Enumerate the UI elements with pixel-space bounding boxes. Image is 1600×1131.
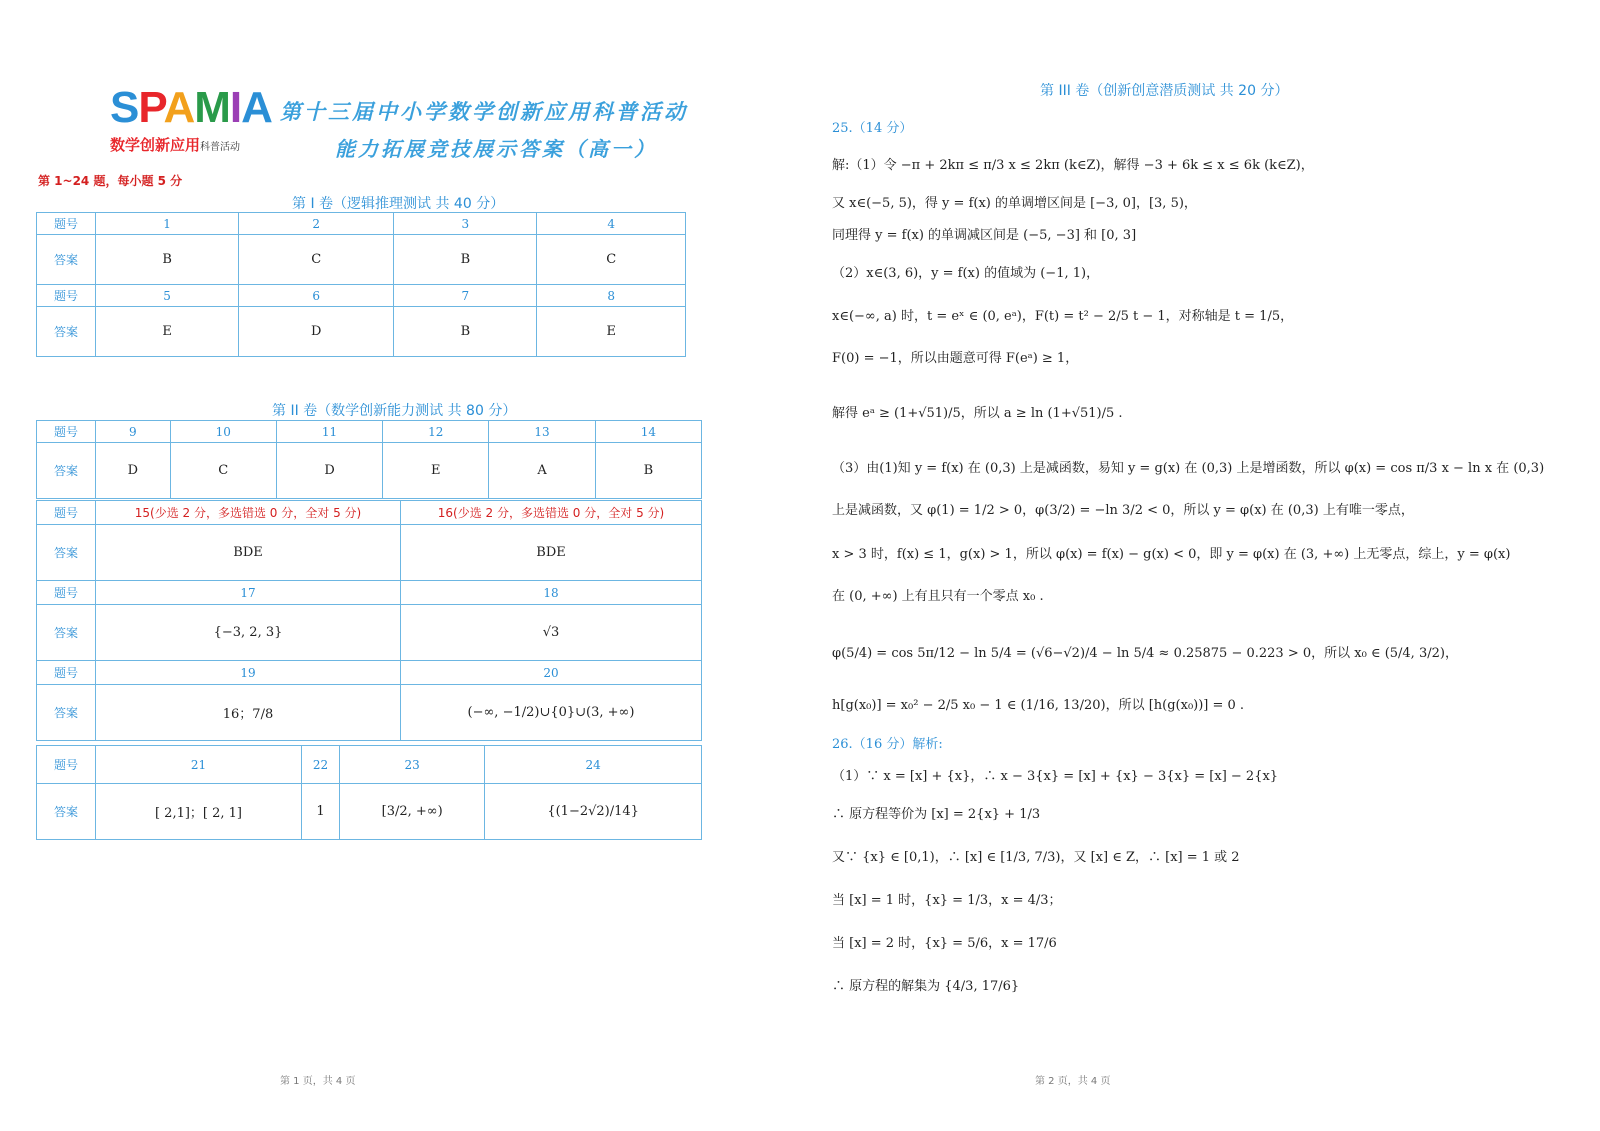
table-cell: 1 xyxy=(96,213,239,235)
solution-line: 同理得 y = f(x) 的单调减区间是 (−5, −3] 和 [0, 3] xyxy=(832,228,1137,243)
table-cell: B xyxy=(394,307,537,357)
table-cell: A xyxy=(489,443,595,499)
table-cell: 24 xyxy=(485,746,702,784)
page-footer-left: 第 1 页，共 4 页 xyxy=(280,1076,356,1087)
table-cell: 11 xyxy=(276,421,382,443)
solution-line: 在 (0, +∞) 上有且只有一个零点 x₀ . xyxy=(832,589,1044,604)
solution-line: ∴ 原方程的解集为 {4/3, 17/6} xyxy=(832,979,1020,994)
table-cell: E xyxy=(537,307,686,357)
table-cell: 10 xyxy=(170,421,276,443)
table-cell: 15(少选 2 分，多选错选 0 分，全对 5 分) xyxy=(96,501,401,525)
table-cell: 答案 xyxy=(37,685,96,741)
q25-heading: 25.（14 分） xyxy=(832,121,913,136)
q26-heading: 26.（16 分）解析: xyxy=(832,737,943,752)
solution-line: φ(5/4) = cos 5π/12 − ln 5/4 = (√6−√2)/4 − ln 5/4 ≈ 0.25875 − 0.223 > 0，所以 x₀ ∈ (5/4, 3/2)， xyxy=(832,646,1458,661)
table-cell: 4 xyxy=(537,213,686,235)
table-cell: 14 xyxy=(595,421,701,443)
solution-line: x∈(−∞, a) 时，t = eˣ ∈ (0, eᵃ)，F(t) = t² − 2/5 t − 1，对称轴是 t = 1/5， xyxy=(832,309,1294,324)
table-cell: 16；7/8 xyxy=(96,685,401,741)
part1-title: 第 I 卷（逻辑推理测试 共 40 分） xyxy=(292,196,505,212)
table-cell: 12 xyxy=(383,421,489,443)
table-cell: 题号 xyxy=(37,501,96,525)
page-title-line2: 能力拓展竞技展示答案（高一） xyxy=(335,137,657,161)
table-cell: 18 xyxy=(401,581,702,605)
table-cell: BDE xyxy=(401,525,702,581)
solution-line: （2）x∈(3, 6)，y = f(x) 的值域为 (−1, 1)， xyxy=(832,266,1100,281)
table-cell: 题号 xyxy=(37,421,96,443)
solution-line: 解:（1）令 −π + 2kπ ≤ π/3 x ≤ 2kπ (k∈Z)，解得 −3 + 6k ≤ x ≤ 6k (k∈Z)， xyxy=(832,158,1314,173)
table-cell: √3 xyxy=(401,605,702,661)
table-cell: (−∞, −1/2)∪{0}∪(3, +∞) xyxy=(401,685,702,741)
table-cell: 题号 xyxy=(37,746,96,784)
solution-line: 又∵ {x} ∈ [0,1)，∴ [x] ∈ [1/3, 7/3)，又 [x] ∈ Z，∴ [x] = 1 或 2 xyxy=(832,850,1240,865)
table-cell: B xyxy=(595,443,701,499)
spama-logo: SPAMIA xyxy=(110,83,272,132)
table-cell: 题号 xyxy=(37,661,96,685)
solution-line: 当 [x] = 1 时，{x} = 1/3，x = 4/3； xyxy=(832,893,1062,908)
table-cell: [ 2,1]；[ 2, 1] xyxy=(96,784,302,840)
part3-title: 第 III 卷（创新创意潜质测试 共 20 分） xyxy=(1040,83,1289,99)
table-cell: 16(少选 2 分，多选错选 0 分，全对 5 分) xyxy=(401,501,702,525)
table-cell: 1 xyxy=(302,784,340,840)
table-cell: 题号 xyxy=(37,285,96,307)
table-cell: 20 xyxy=(401,661,702,685)
table-cell: 答案 xyxy=(37,443,96,499)
solution-line: F(0) = −1，所以由题意可得 F(eᵃ) ≥ 1， xyxy=(832,351,1079,366)
solution-line: 解得 eᵃ ≥ (1+√51)/5，所以 a ≥ ln (1+√51)/5 . xyxy=(832,406,1123,421)
table-cell: 9 xyxy=(96,421,171,443)
table-cell: C xyxy=(170,443,276,499)
table-cell: 答案 xyxy=(37,525,96,581)
table-cell: 23 xyxy=(340,746,485,784)
logo-subtitle: 数学创新应用科普活动 xyxy=(110,136,241,154)
table-cell: 19 xyxy=(96,661,401,685)
solution-line: （1）∵ x = [x] + {x}，∴ x − 3{x} = [x] + {x} − 3{x} = [x] − 2{x} xyxy=(832,769,1279,784)
part2-table-b xyxy=(36,500,702,741)
table-cell: [3/2, +∞) xyxy=(340,784,485,840)
table-cell: 13 xyxy=(489,421,595,443)
table-cell: BDE xyxy=(96,525,401,581)
table-cell: 答案 xyxy=(37,235,96,285)
solution-line: x > 3 时，f(x) ≤ 1，g(x) > 1，所以 φ(x) = f(x) − g(x) < 0，即 y = φ(x) 在 (3, +∞) 上无零点，综上，y = φ(x) xyxy=(832,547,1511,562)
part2-table-c xyxy=(36,745,702,840)
table-cell: D xyxy=(239,307,394,357)
table-cell: 7 xyxy=(394,285,537,307)
table-cell: {−3, 2, 3} xyxy=(96,605,401,661)
solution-line: 当 [x] = 2 时，{x} = 5/6，x = 17/6 xyxy=(832,936,1057,951)
table-cell: 5 xyxy=(96,285,239,307)
table-cell: 题号 xyxy=(37,581,96,605)
solution-line: （3）由(1)知 y = f(x) 在 (0,3) 上是减函数，易知 y = g(x) 在 (0,3) 上是增函数，所以 φ(x) = cos π/3 x − ln x 在 (0,3) xyxy=(832,461,1545,476)
table-cell: E xyxy=(96,307,239,357)
table-cell: 21 xyxy=(96,746,302,784)
table-cell: C xyxy=(537,235,686,285)
table-cell: D xyxy=(276,443,382,499)
solution-line: ∴ 原方程等价为 [x] = 2{x} + 1/3 xyxy=(832,807,1041,822)
table-cell: B xyxy=(394,235,537,285)
solution-line: 上是减函数，又 φ(1) = 1/2 > 0，φ(3/2) = −ln 3/2 < 0，所以 y = φ(x) 在 (0,3) 上有唯一零点， xyxy=(832,503,1414,518)
table-cell: 答案 xyxy=(37,784,96,840)
page-title-line1: 第十三届中小学数学创新应用科普活动 xyxy=(280,99,688,124)
table-cell: 17 xyxy=(96,581,401,605)
part2-table-a xyxy=(36,420,702,499)
part1-table xyxy=(36,212,686,357)
scoring-note: 第 1~24 题，每小题 5 分 xyxy=(38,174,183,188)
table-cell: E xyxy=(383,443,489,499)
table-cell: 8 xyxy=(537,285,686,307)
part2-title: 第 II 卷（数学创新能力测试 共 80 分） xyxy=(272,403,517,419)
table-cell: 3 xyxy=(394,213,537,235)
table-cell: 答案 xyxy=(37,307,96,357)
solution-line: h[g(x₀)] = x₀² − 2/5 x₀ − 1 ∈ (1/16, 13/20)，所以 [h(g(x₀))] = 0 . xyxy=(832,698,1245,713)
table-cell: B xyxy=(96,235,239,285)
table-cell: 答案 xyxy=(37,605,96,661)
solution-line: 又 x∈(−5, 5)，得 y = f(x) 的单调增区间是 [−3, 0]，[3, 5)， xyxy=(832,196,1197,211)
page-footer-right: 第 2 页，共 4 页 xyxy=(1035,1076,1111,1087)
table-cell: {(1−2√2)/14} xyxy=(485,784,702,840)
table-cell: 2 xyxy=(239,213,394,235)
table-cell: 题号 xyxy=(37,213,96,235)
table-cell: D xyxy=(96,443,171,499)
table-cell: 6 xyxy=(239,285,394,307)
table-cell: 22 xyxy=(302,746,340,784)
table-cell: C xyxy=(239,235,394,285)
